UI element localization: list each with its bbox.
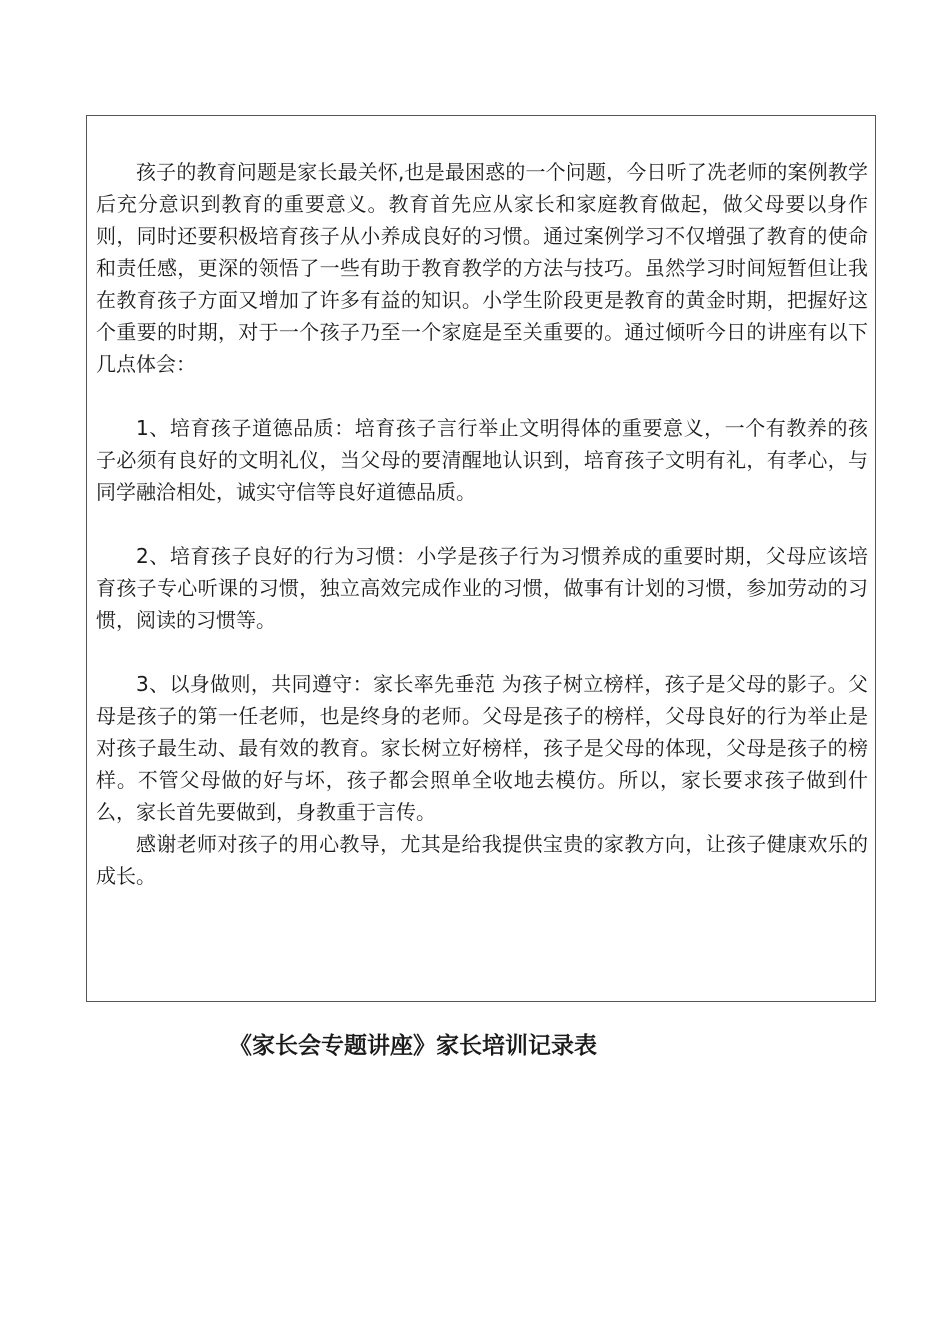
point-1-paragraph: 1、培育孩子道德品质：培育孩子言行举止文明得体的重要意义，一个有教养的孩子必须有良好的文明礼仪，当父母的要清醒地认识到，培育孩子文明有礼，有孝心，与同学融洽相处，诚实守信等良好道德品质。 (96, 416, 868, 504)
point-3-paragraph: 3、以身做则，共同遵守：家长率先垂范 为孩子树立榜样，孩子是父母的影子。父母是孩子的第一任老师，也是终身的老师。父母是孩子的榜样，父母良好的行为举止是对孩子最生动、最有效的教育。家长树立好榜样，孩子是父母的体现，父母是孩子的榜样。不管父母做的好与坏，孩子都会照单全收地去模仿。所以，家长要求孩子做到什么，家长首先要做到，身教重于言传。 (96, 672, 868, 824)
thanks-paragraph: 感谢老师对孩子的用心教导，尤其是给我提供宝贵的家教方向，让孩子健康欢乐的成长。 (96, 832, 868, 888)
page-title: 《家长会专题讲座》家长培训记录表 (229, 1033, 597, 1059)
record-content (96, 156, 868, 892)
paragraph-spacer (96, 508, 868, 540)
record-table-box (86, 115, 876, 1002)
intro-paragraph: 孩子的教育问题是家长最关怀,也是最困惑的一个问题，今日听了冼老师的案例教学后充分意识到教育的重要意义。教育首先应从家长和家庭教育做起，做父母要以身作则，同时还要积极培育孩子从小养成良好的习惯。通过案例学习不仅增强了教育的使命和责任感，更深的领悟了一些有助于教育教学的方法与技巧。虽然学习时间短暂但让我在教育孩子方面又增加了许多有益的知识。小学生阶段更是教育的黄金时期，把握好这个重要的时期，对于一个孩子乃至一个家庭是至关重要的。通过倾听今日的讲座有以下几点体会： (96, 160, 868, 376)
paragraph-spacer (96, 636, 868, 668)
point-2-paragraph: 2、培育孩子良好的行为习惯：小学是孩子行为习惯养成的重要时期，父母应该培育孩子专心听课的习惯，独立高效完成作业的习惯，做事有计划的习惯，参加劳动的习惯，阅读的习惯等。 (96, 544, 868, 632)
paragraph-spacer (96, 380, 868, 412)
